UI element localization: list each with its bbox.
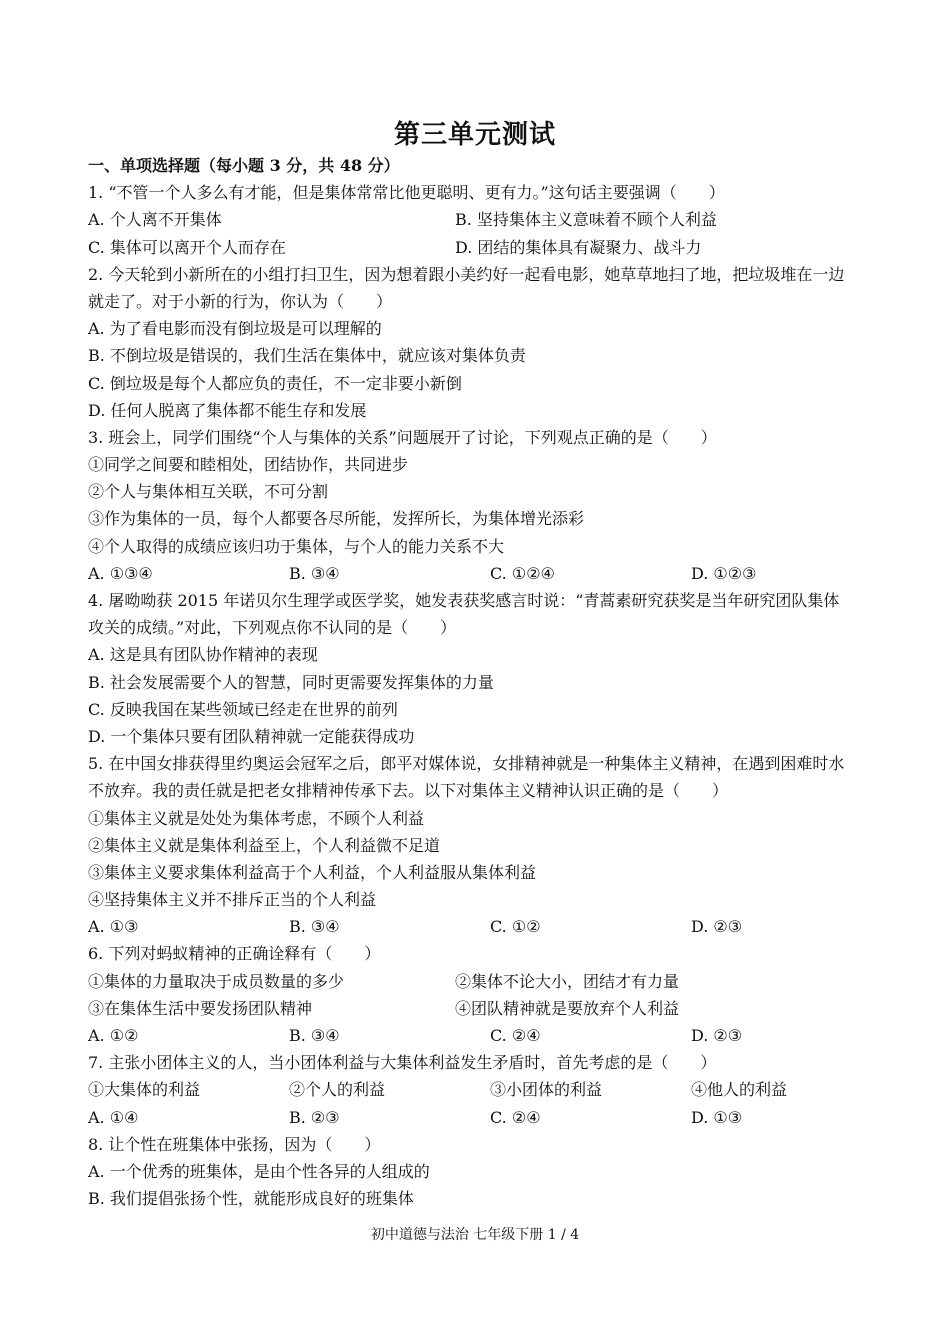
question-1-options-row-2 [88,234,868,261]
question-7-statements [88,1076,868,1103]
question-7-option-c: C. ②④ [490,1107,541,1127]
question-4-option-a: A. 这是具有团队协作精神的表现 [88,645,318,665]
question-2-option-a: A. 为了看电影而没有倒垃圾是可以理解的 [88,319,382,339]
question-1-option-d: D. 团结的集体具有凝聚力、战斗力 [455,237,702,257]
question-3-option-d: D. ①②③ [691,563,757,583]
page-footer: 初中道德与法治 七年级下册 1 / 4 [370,1227,580,1243]
question-6-statement-2: ②集体不论大小，团结才有力量 [455,971,680,991]
question-7-options [88,1104,868,1131]
question-6-option-b: B. ③④ [289,1026,340,1045]
question-5-stem-line-2: 不放弃。我的责任就是把老女排精神传承下去。以下对集体主义精神认识正确的是（ ） [88,781,729,801]
question-list [88,152,868,1212]
question-5-statement-3: ③集体主义要求集体利益高于个人利益，个人利益服从集体利益 [88,862,537,882]
question-6-option-c: C. ②④ [490,1026,541,1045]
question-7-statement-1: ①大集体的利益 [88,1080,201,1100]
question-6-statements-row-1 [88,968,868,995]
question-6-stem: 6. 下列对蚂蚁精神的正确诠释有（ ） [88,944,381,964]
question-7-statement-4: ④他人的利益 [691,1080,788,1100]
question-3-option-a: A. ①③④ [88,563,153,583]
question-3-statement-3: ③作为集体的一员，每个人都要各尽所能，发挥所长，为集体增光添彩 [88,509,585,529]
question-8-stem: 8. 让个性在班集体中张扬，因为（ ） [88,1134,381,1154]
question-3-option-c: C. ①②④ [490,563,555,583]
question-6-statement-3: ③在集体生活中要发扬团队精神 [88,998,313,1018]
question-3-option-b: B. ③④ [289,563,340,583]
question-4-option-d: D. 一个集体只要有团队精神就一定能获得成功 [88,726,415,746]
question-7-option-a: A. ①④ [88,1107,139,1127]
question-5-statement-4: ④坚持集体主义并不排斥正当的个人利益 [88,890,377,910]
question-1-option-a: A. 个人离不开集体 [88,210,222,230]
question-8-option-a: A. 一个优秀的班集体，是由个性各异的人组成的 [88,1161,430,1181]
question-1-option-b: B. 坚持集体主义意味着不顾个人利益 [455,210,717,230]
question-3-stem: 3. 班会上，同学们围绕“个人与集体的关系”问题展开了讨论，下列观点正确的是（ ） [88,427,717,447]
question-7-option-b: B. ②③ [289,1107,340,1127]
question-5-option-d: D. ②③ [691,917,743,937]
question-3-statement-1: ①同学之间要和睦相处，团结协作，共同进步 [88,455,409,475]
question-2-option-d: D. 任何人脱离了集体都不能生存和发展 [88,400,367,420]
question-6-statement-4: ④团队精神就是要放弃个人利益 [455,998,680,1018]
question-2-option-c: C. 倒垃圾是每个人都应负的责任，不一定非要小新倒 [88,373,462,393]
question-5-stem-line-1: 5. 在中国女排获得里约奥运会冠军之后，郎平对媒体说，女排精神就是一种集体主义精神，在遇到困难时水 [88,754,845,774]
question-2-option-b: B. 不倒垃圾是错误的，我们生活在集体中，就应该对集体负责 [88,346,526,366]
question-3-statement-4: ④个人取得的成绩应该归功于集体，与个人的能力关系不大 [88,536,505,556]
question-4-option-c: C. 反映我国在某些领域已经走在世界的前列 [88,699,398,719]
question-3-options [88,560,868,587]
question-1-options-row-1 [88,206,868,233]
question-3-statement-2: ②个人与集体相互关联，不可分割 [88,482,329,502]
question-5-statement-1: ①集体主义就是处处为集体考虑，不顾个人利益 [88,808,425,828]
question-7-option-d: D. ①③ [691,1107,743,1127]
question-2-stem-line-2: 就走了。对于小新的行为，你认为（ ） [88,291,393,311]
question-4-stem-line-2: 攻关的成绩。”对此，下列观点你不认同的是（ ） [88,618,457,638]
question-2-stem-line-1: 2. 今天轮到小新所在的小组打扫卫生，因为想着跟小美约好一起看电影，她草草地扫了地，把垃圾堆在一边 [88,264,845,284]
question-6-options [88,1022,868,1049]
question-5-option-a: A. ①③ [88,917,139,937]
question-7-statement-2: ②个人的利益 [289,1080,386,1100]
question-5-options [88,913,868,940]
question-6-option-a: A. ①② [88,1026,139,1045]
question-6-option-d: D. ②③ [691,1026,743,1045]
question-7-statement-3: ③小团体的利益 [490,1080,603,1100]
question-8-option-b: B. 我们提倡张扬个性，就能形成良好的班集体 [88,1189,414,1209]
question-5-option-c: C. ①② [490,917,541,937]
question-6-statement-1: ①集体的力量取决于成员数量的多少 [88,971,345,991]
question-6-statements-row-2 [88,995,868,1022]
question-1-option-c: C. 集体可以离开个人而存在 [88,237,286,257]
question-7-stem: 7. 主张小团体主义的人，当小团体利益与大集体利益发生矛盾时，首先考虑的是（ ） [88,1053,717,1073]
section-heading: 一、单项选择题（每小题 3 分，共 48 分） [88,156,400,175]
question-4-stem-line-1: 4. 屠呦呦获 2015 年诺贝尔生理学或医学奖，她发表获奖感言时说：“青蒿素研究获奖是当年研究团队集体 [88,591,840,610]
question-5-option-b: B. ③④ [289,917,340,937]
page-title: 第三单元测试 [393,120,556,150]
question-4-option-b: B. 社会发展需要个人的智慧，同时更需要发挥集体的力量 [88,672,494,692]
question-5-statement-2: ②集体主义就是集体利益至上，个人利益微不足道 [88,835,441,855]
question-1-stem: 1. “不管一个人多么有才能，但是集体常常比他更聪明、更有力。”这句话主要强调（ ） [88,183,725,203]
